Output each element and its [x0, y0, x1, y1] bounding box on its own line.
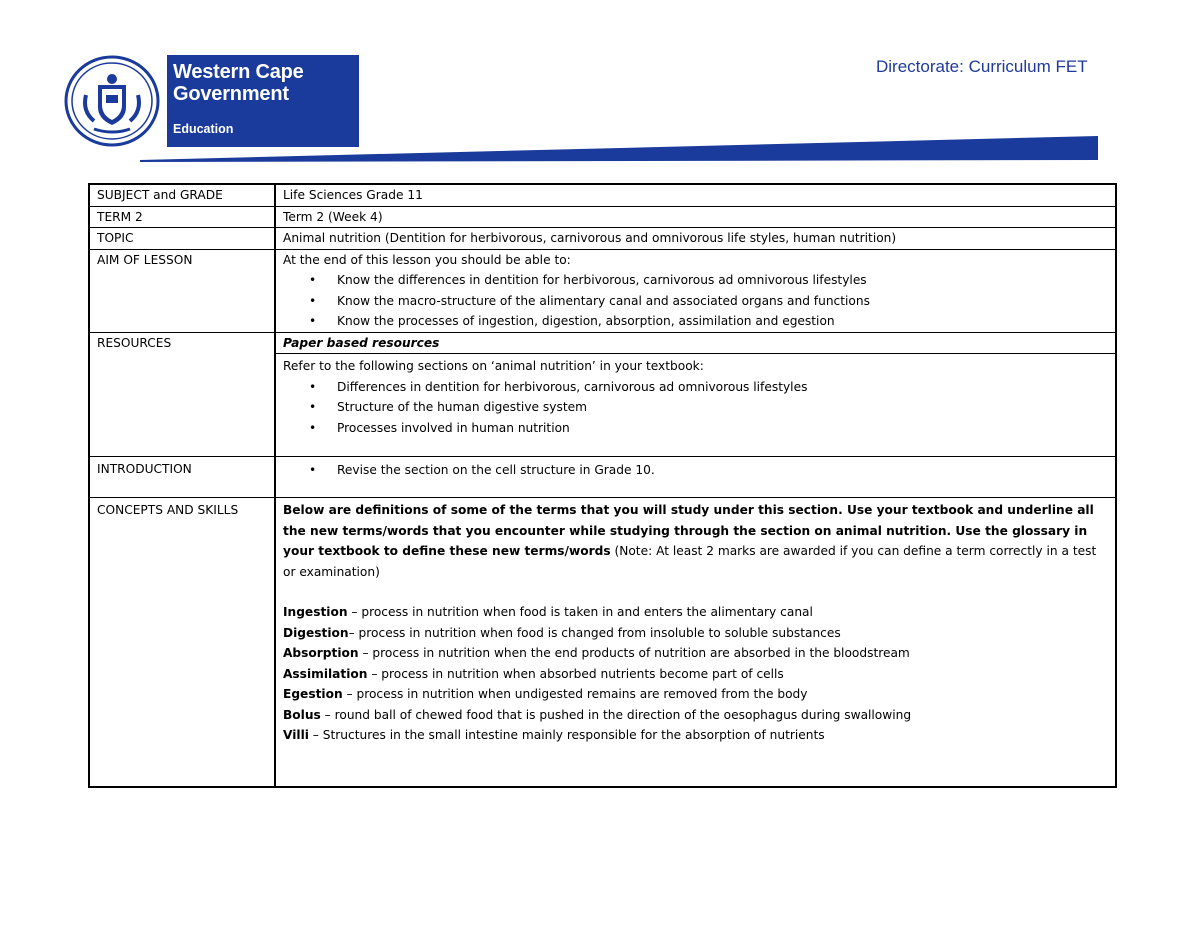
list-item [283, 623, 1109, 644]
aim-list [283, 270, 1109, 332]
aim-content [275, 249, 1116, 332]
list-item: • Differences in dentition for herbivorous, carnivorous ad omnivorous lifestyles [283, 377, 1109, 398]
term-definition: – process in nutrition when food is taken in and enters the alimentary canal [347, 605, 813, 619]
concepts-instruction [283, 500, 1109, 582]
term-definition: – process in nutrition when absorbed nutrients become part of cells [367, 666, 784, 681]
term-definition: – process in nutrition when food is changed from insoluble to soluble substances [348, 625, 841, 640]
term-name: Ingestion [283, 605, 348, 619]
aim-label: AIM OF LESSON [89, 249, 275, 332]
subject-label: SUBJECT and GRADE [89, 184, 275, 206]
resources-list [283, 377, 1109, 439]
term-name: Assimilation [283, 666, 368, 681]
topic-label: TOPIC [89, 228, 275, 250]
subject-value: Life Sciences Grade 11 [275, 184, 1116, 206]
list-item: • Processes involved in human nutrition [283, 418, 1109, 439]
wcg-logo [64, 55, 359, 147]
table-row-concepts [89, 498, 1116, 788]
list-item [283, 643, 1109, 664]
list-item: • Know the macro-structure of the alimentary canal and associated organs and functions [283, 291, 1109, 312]
table-row-topic [89, 228, 1116, 250]
list-item: • Revise the section on the cell structure in Grade 10. [283, 460, 1109, 481]
table-row-aim [89, 249, 1116, 332]
list-item [283, 684, 1109, 705]
term-name: Absorption [283, 646, 359, 660]
concepts-content [275, 498, 1116, 788]
table-row-term [89, 206, 1116, 228]
list-item: • Know the processes of ingestion, digestion, absorption, assimilation and egestion [283, 311, 1109, 332]
term-definition: – round ball of chewed food that is pushed in the direction of the oesophagus during swallowing [320, 707, 912, 722]
logo-line-western-cape: Western Cape [173, 61, 304, 83]
list-item [283, 602, 1109, 623]
term-label: TERM 2 [89, 206, 275, 228]
table-row-resources-heading [89, 332, 1116, 354]
lesson-plan-table [88, 183, 1117, 788]
list-item [283, 664, 1109, 685]
introduction-list [283, 460, 1109, 481]
logo-line-education: Education [173, 122, 234, 136]
list-item [283, 725, 1109, 746]
list-item [283, 705, 1109, 726]
logo-wordmark [167, 55, 359, 147]
concepts-label: CONCEPTS AND SKILLS [89, 498, 275, 788]
introduction-content [275, 457, 1116, 498]
term-name: Villi [283, 728, 309, 742]
term-name: Bolus [283, 707, 321, 722]
topic-value: Animal nutrition (Dentition for herbivorous, carnivorous and omnivorous life styles, human nutrition) [275, 228, 1116, 250]
term-definition: – process in nutrition when the end products of nutrition are absorbed in the bloodstream [358, 646, 910, 660]
logo-line-government: Government [173, 83, 289, 105]
aim-intro: At the end of this lesson you should be able to: [283, 252, 571, 267]
directorate-title: Directorate: Curriculum FET [876, 57, 1088, 76]
term-name: Egestion [283, 687, 343, 701]
glossary-list [283, 602, 1109, 746]
concepts-instruction-bold: Below are definitions of some of the terms that you will study under this section. Use your textbook and underline all the new terms/words that you encounter while studying through the section on animal nutrition. Use the glossary in your textbook to define these new terms/words [283, 503, 1094, 558]
table-row-introduction [89, 457, 1116, 498]
resources-heading-cell [275, 332, 1116, 354]
resources-heading: Paper based resources [283, 335, 440, 350]
resources-content [275, 354, 1116, 457]
list-item: • Know the differences in dentition for herbivorous, carnivorous ad omnivorous lifestyles [283, 270, 1109, 291]
term-definition: – process in nutrition when undigested remains are removed from the body [342, 687, 808, 701]
table-row-subject [89, 184, 1116, 206]
concepts-instruction-note: (Note: At least 2 marks are awarded if you can define a term correctly in a test or examination) [283, 544, 1097, 579]
resources-intro: Refer to the following sections on ‘animal nutrition’ in your textbook: [283, 359, 704, 373]
header-swoosh-bar [140, 136, 1100, 166]
coat-of-arms-icon [64, 55, 164, 147]
introduction-label: INTRODUCTION [89, 457, 275, 498]
term-name: Digestion [283, 625, 349, 640]
resources-label: RESOURCES [89, 332, 275, 457]
term-definition: – Structures in the small intestine mainly responsible for the absorption of nutrients [308, 728, 825, 742]
term-value: Term 2 (Week 4) [275, 206, 1116, 228]
list-item: • Structure of the human digestive system [283, 397, 1109, 418]
